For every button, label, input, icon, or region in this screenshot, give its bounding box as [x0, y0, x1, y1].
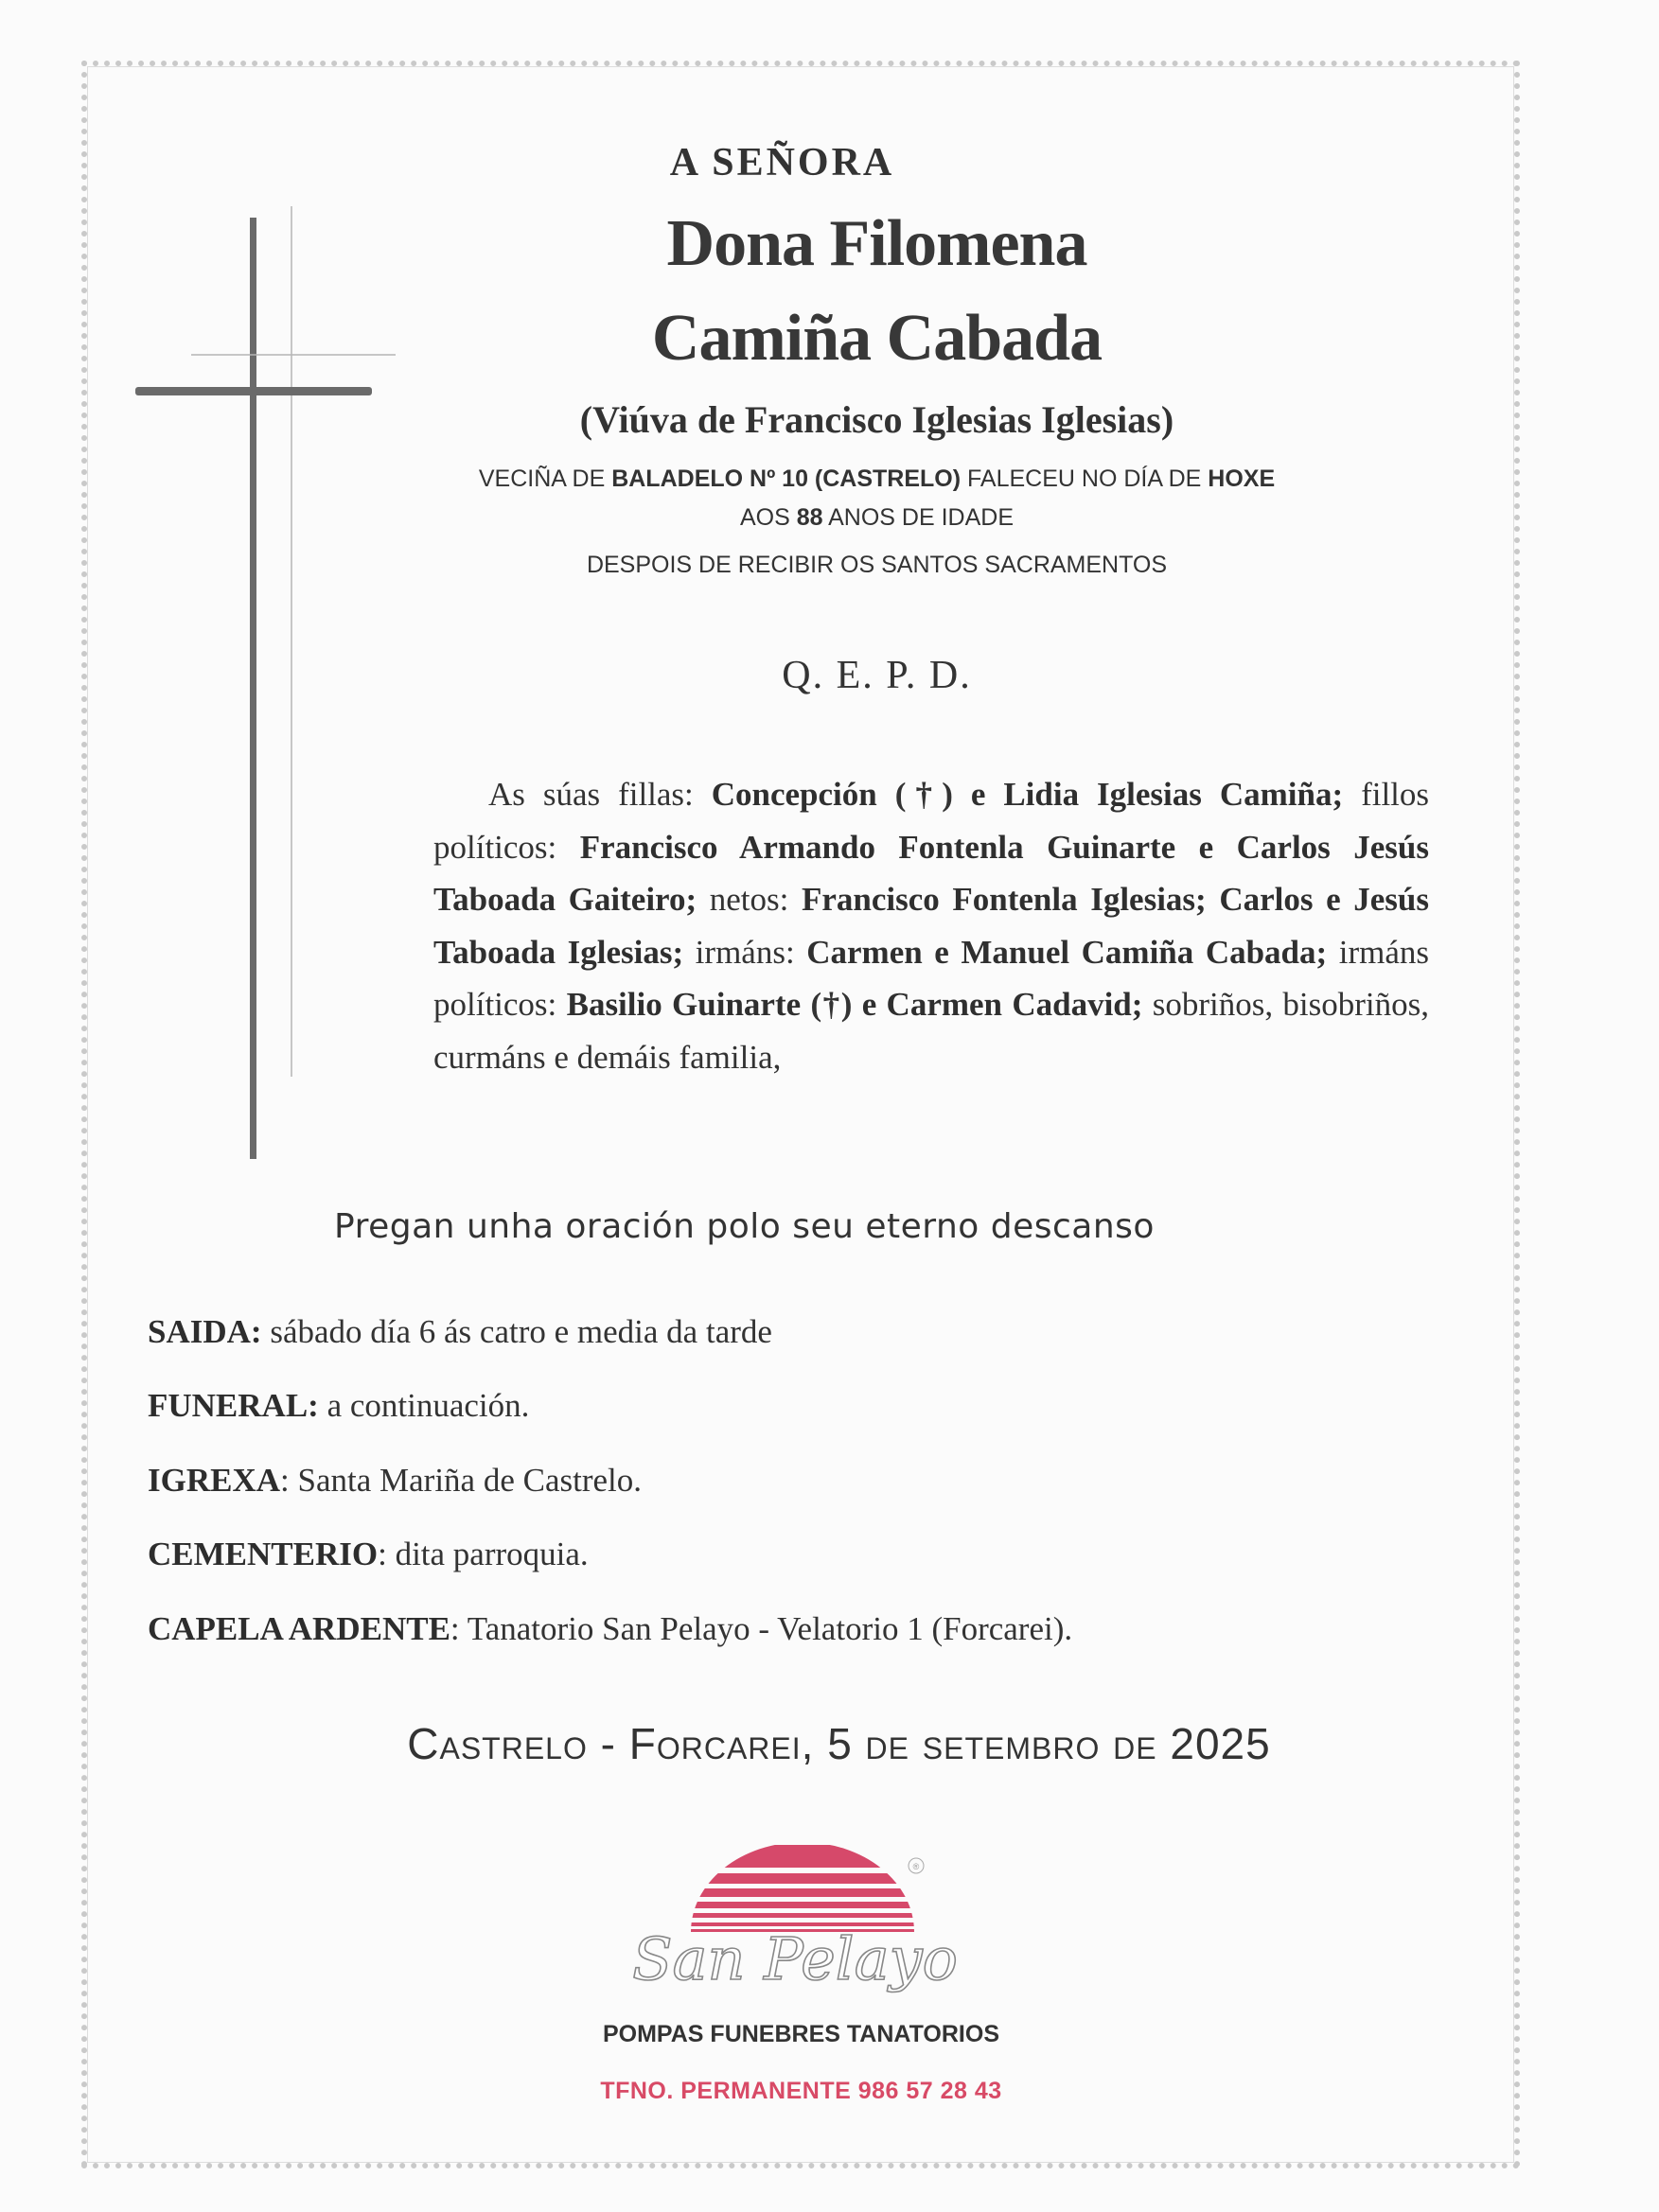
detail-capela-ardente: CAPELA ARDENTE: Tanatorio San Pelayo - Velatorio 1 (Forcarei). — [148, 1610, 1073, 1647]
place-and-date: Castrelo - Forcarei, 5 de setembro de 2025 — [407, 1719, 1271, 1768]
announcement-line3: DESPOIS DE RECIBIR OS SANTOS SACRAMENTOS — [586, 552, 1168, 578]
announcement-line2: AOS 88 ANOS DE IDADE — [739, 504, 1014, 531]
deceased-name-line2: Camiña Cabada — [651, 302, 1103, 375]
announcement-line1: VECIÑA DE BALADELO Nº 10 (CASTRELO) FALECEU NO DÍA DE HOXE — [478, 465, 1276, 492]
detail-funeral: FUNERAL: a continuación. — [148, 1387, 530, 1424]
prayer-request: Pregan unha oración polo seu eterno descanso — [334, 1207, 1155, 1246]
honorific: A SEÑORA — [669, 141, 895, 184]
registered-mark: ® — [912, 1862, 920, 1871]
deceased-cross-icon: (†) — [894, 776, 953, 813]
services-line: POMPAS FUNEBRES TANATORIOS — [602, 2021, 999, 2047]
detail-cementerio: CEMENTERIO: dita parroquia. — [148, 1536, 589, 1572]
logo-brand-text: San Pelayo — [632, 1924, 958, 1993]
widow-of: (Viúva de Francisco Iglesias Iglesias) — [579, 398, 1174, 441]
deceased-name-line1: Dona Filomena — [666, 207, 1087, 280]
phone-line: TFNO. PERMANENTE 986 57 28 43 — [600, 2078, 1002, 2104]
san-pelayo-logo — [632, 1845, 958, 2015]
qepd: Q. E. P. D. — [782, 654, 972, 697]
deceased-cross-icon: (†) — [810, 986, 853, 1023]
family-paragraph: As súas fillas: Concepción (†) e Lidia Iglesias Camiña; fillos políticos: Francisco Armando Fontenla Guinarte e Carlos Jesús Taboada Gaiteiro; netos: Francisco Fontenla Iglesias; Carlos e Jesús Taboada Iglesias; irmáns: Carmen e Manuel Camiña Cabada; irmáns políticos: Basilio Guinarte (†) e Carmen Cadavid; sobriños, bisobriños, curmáns e demáis familia, — [433, 776, 1430, 1076]
detail-saida: SAIDA: sábado día 6 ás catro e media da tarde — [148, 1313, 772, 1350]
detail-igrexa: IGREXA: Santa Mariña de Castrelo. — [148, 1462, 643, 1499]
